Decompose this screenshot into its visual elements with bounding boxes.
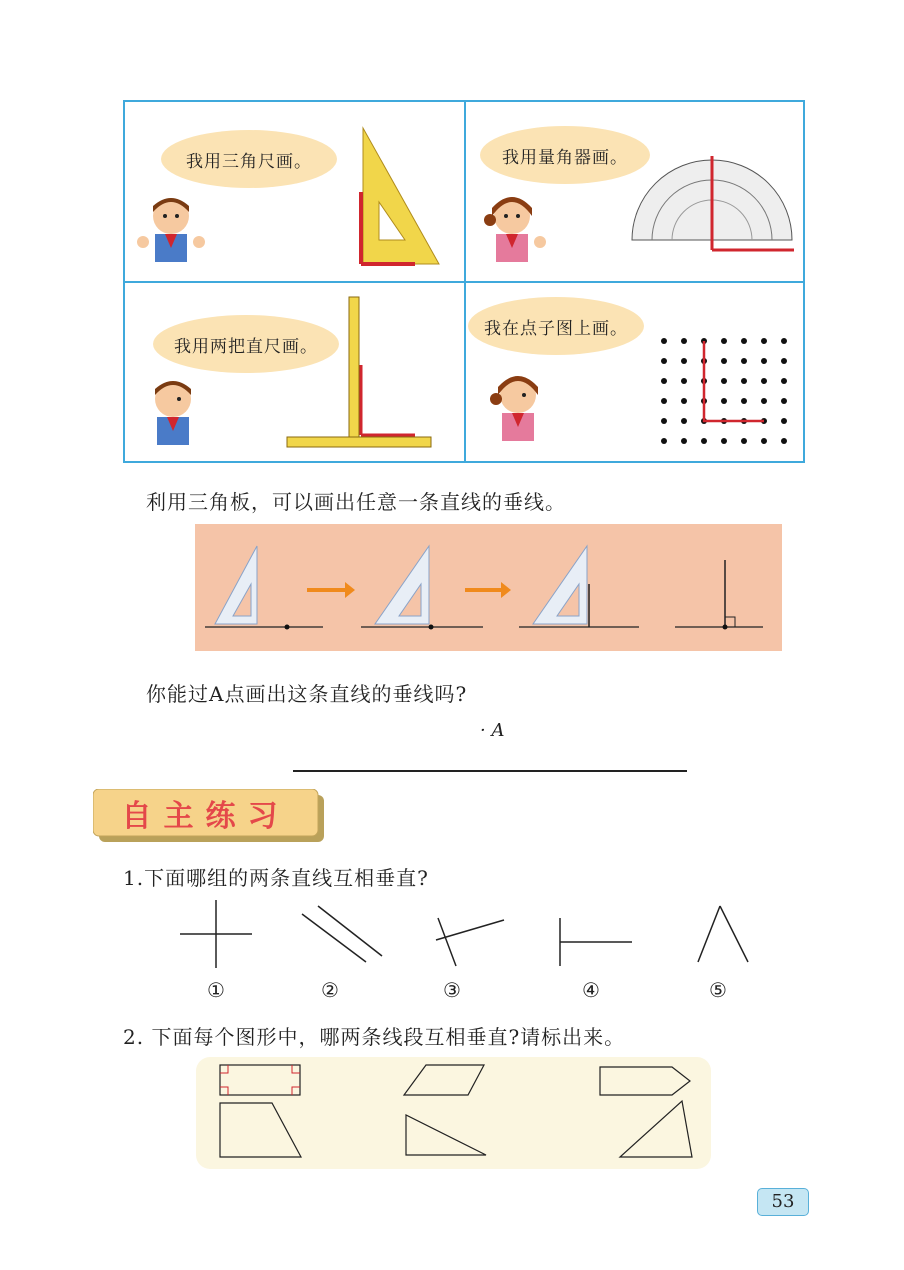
methods-grid [123,100,805,463]
two-rulers-icon [285,295,435,451]
speech-bubble [468,297,644,355]
intro-text: 利用三角板，可以画出任意一条直线的垂线。 [146,490,566,514]
option-label: ④ [582,978,600,1002]
question-text: 你能过A点画出这条直线的垂线吗? [146,682,468,706]
arrow-icon [465,582,511,598]
boy-icon [139,375,209,447]
dot-grid-icon [656,335,796,455]
speech-bubble [480,126,650,184]
method-dot-grid [466,283,805,461]
method-two-rulers [125,283,464,461]
set-square-sequence [195,524,782,651]
speech-text: 我用两把直尺画。 [174,336,318,357]
speech-text: 我在点子图上画。 [484,318,628,339]
option-label: ③ [443,978,461,1002]
point-a-label: · A [480,720,505,741]
sequence-illustration [195,524,782,651]
speech-bubble [161,130,337,188]
exercise2-figures [196,1057,711,1169]
girl-icon [476,192,548,264]
section-title: 自主练习 [121,798,290,834]
exercise2-shapes [196,1057,711,1169]
speech-text: 我用量角器画。 [502,147,628,168]
given-line [293,770,687,772]
triangle-ruler-icon [355,122,445,272]
option-label: ⑤ [709,978,727,1002]
boy-icon [135,192,207,264]
exercise1-prompt: 1.下面哪组的两条直线互相垂直? [123,866,429,890]
page-number: 53 [757,1188,809,1216]
method-triangle-ruler [125,102,464,281]
section-badge [93,789,326,844]
protractor-icon [626,142,796,252]
step-1 [205,546,323,630]
option-label: ① [207,978,225,1002]
step-4 [675,560,763,630]
method-protractor [466,102,805,281]
step-2 [361,546,483,630]
exercise2-prompt: 2. 下面每个图形中，哪两条线段互相垂直?请标出来。 [123,1025,626,1049]
step-3 [519,546,639,627]
exercise1-figures [170,896,760,972]
girl-icon [484,371,554,443]
arrow-icon [307,582,355,598]
option-label: ② [321,978,339,1002]
speech-text: 我用三角尺画。 [186,151,312,172]
